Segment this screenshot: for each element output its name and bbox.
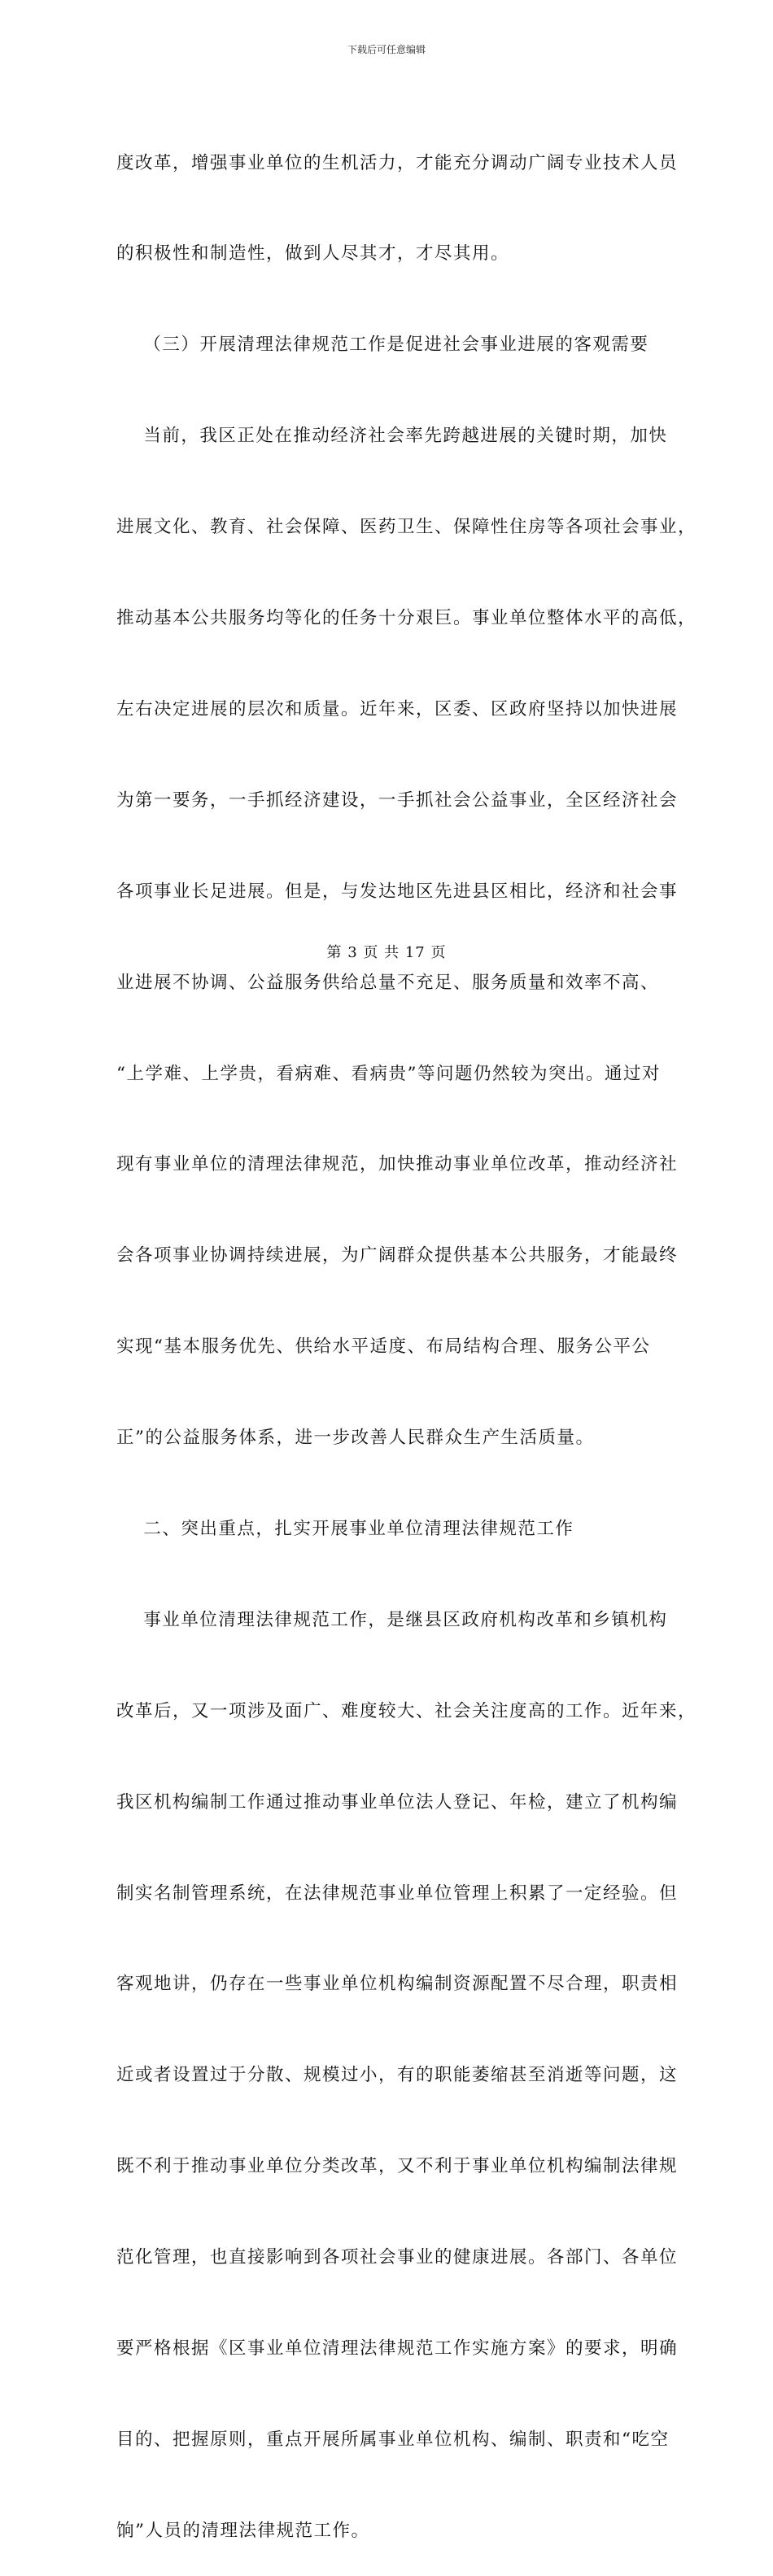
- body-line: 左右决定进展的层次和质量。近年来，区委、区政府坚持以加快进展: [116, 698, 679, 719]
- body-line: 制实名制管理系统，在法律规范事业单位管理上积累了一定经验。但: [116, 1883, 679, 1904]
- body-line: 我区机构编制工作通过推动事业单位法人登记、年检，建立了机构编: [116, 1791, 679, 1813]
- body-line: 实现“基本服务优先、供给水平适度、布局结构合理、服务公平公: [116, 1336, 651, 1358]
- body-line: 当前，我区正处在推动经济社会率先跨越进展的关键时期，加快: [116, 426, 668, 447]
- body-line: 饷”人员的清理法律规范工作。: [116, 2520, 370, 2541]
- section-heading: （三）开展清理法律规范工作是促进社会事业进展的客观需要: [116, 335, 649, 356]
- body-line: 现有事业单位的清理法律规范，加快推动事业单位改革，推动经济社: [116, 1154, 679, 1175]
- document-body: [116, 87, 697, 2576]
- body-line: “上学难、上学贵，看病难、看病贵”等问题仍然较为突出。通过对: [116, 1063, 661, 1084]
- section-heading: 二、突出重点，扎实开展事业单位清理法律规范工作: [116, 1518, 574, 1539]
- body-line: 客观地讲，仍存在一些事业单位机构编制资源配置不尽合理，职责相: [116, 1974, 679, 1995]
- body-line: 为第一要务，一手抓经济建设，一手抓社会公益事业，全区经济社会: [116, 789, 679, 811]
- body-line: 范化管理，也直接影响到各项社会事业的健康进展。各部门、各单位: [116, 2247, 679, 2268]
- body-line: 要严格根据《区事业单位清理法律规范工作实施方案》的要求，明确: [116, 2338, 679, 2359]
- body-line: 会各项事业协调持续进展，为广阔群众提供基本公共服务，才能最终: [116, 1245, 679, 1266]
- page-number-footer: 第 3 页 共 17 页: [326, 944, 447, 961]
- body-line: 的积极性和制造性，做到人尽其才，才尽其用。: [116, 243, 510, 265]
- body-line: 既不利于推动事业单位分类改革，又不利于事业单位机构编制法律规: [116, 2156, 679, 2177]
- body-line: 推动基本公共服务均等化的任务十分艰巨。事业单位整体水平的高低，: [116, 608, 697, 629]
- body-line: 改革后，又一项涉及面广、难度较大、社会关注度高的工作。近年来，: [116, 1700, 697, 1721]
- body-line: 正”的公益服务体系，进一步改善人民群众生产生活质量。: [116, 1428, 595, 1449]
- body-line: 各项事业长足进展。但是，与发达地区先进县区相比，经济和社会事: [116, 881, 679, 902]
- body-line: 近或者设置过于分散、规模过小，有的职能萎缩甚至消逝等问题，这: [116, 2065, 679, 2086]
- body-line: 事业单位清理法律规范工作，是继县区政府机构改革和乡镇机构: [116, 1609, 668, 1630]
- body-line: 业进展不协调、公益服务供给总量不充足、服务质量和效率不高、: [116, 972, 660, 993]
- body-line: 度改革，增强事业单位的生机活力，才能充分调动广阔专业技术人员: [116, 152, 679, 173]
- body-line: 进展文化、教育、社会保障、医药卫生、保障性住房等各项社会事业，: [116, 517, 697, 538]
- header-note: 下载后可任意编辑: [347, 44, 426, 55]
- body-line: 目的、把握原则，重点开展所属事业单位机构、编制、职责和“吃空: [116, 2429, 670, 2450]
